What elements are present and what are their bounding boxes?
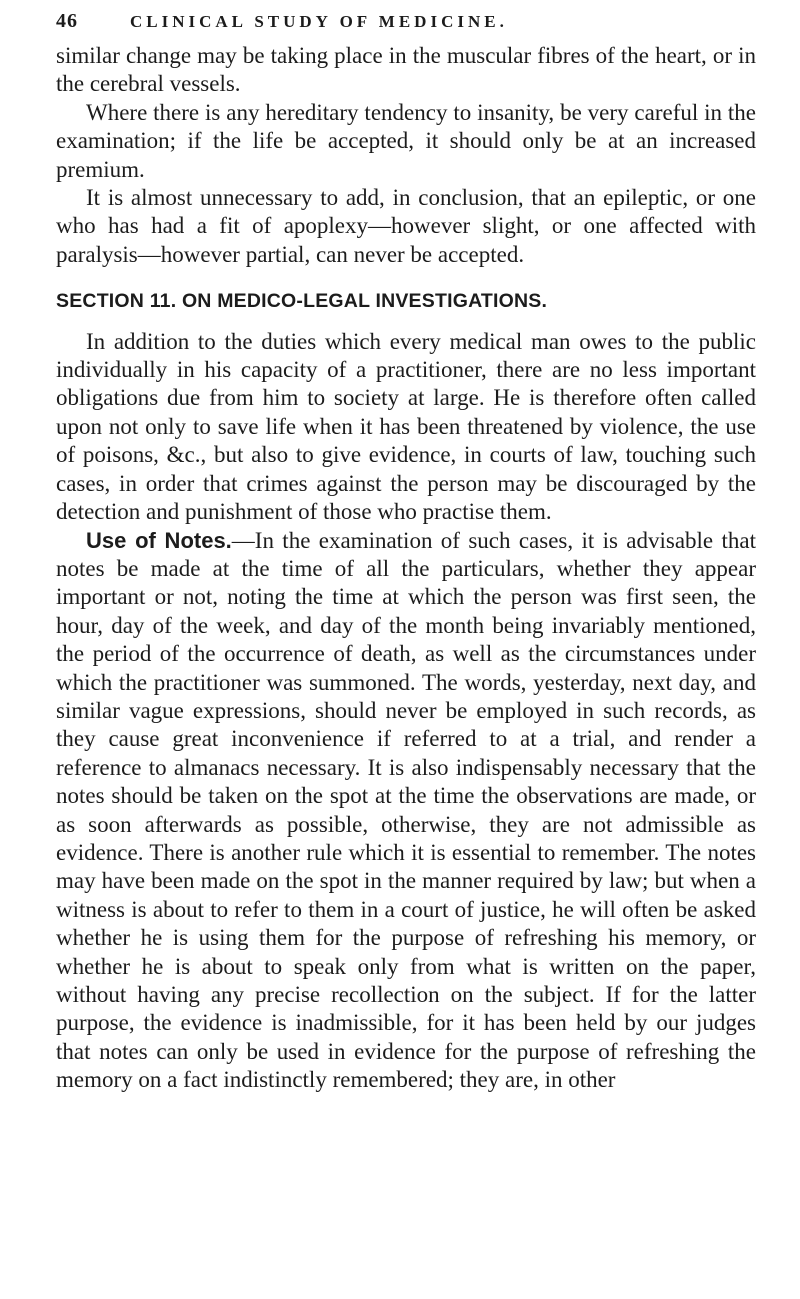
notes-body-text: —In the examination of such cases, it is advisable that notes be made at the time of all the particulars, whether they appear important or not, noting the time at which the person was first seen, the hour, day of the week, and day of the month being invariably mentioned, the period of the occurrence of death, as well as the circumstances under which the practitioner was summoned. The words, yesterday, next day, and similar vague expressions, should never be employed in such records, as they cause great inconvenience if referred to at a trial, and render a reference to almanacs necessary. It is also indispensably necessary that the notes should be taken on the spot at the time the observations are made, or as soon afterwards as possible, otherwise, they are not admissible as evidence. There is another rule which it is essential to remember. The notes may have been made on the spot in the manner required by law; but when a witness is about to refer to them in a court of justice, he will often be asked whether he is using them for the purpose of refreshing his memory, or whether he is about to speak only from what is written on the paper, without having any precise recollection on the subject. If for the latter purpose, the evidence is inadmissible, for it has been held by our judges that notes can only be used in evidence for the purpose of refreshing the memory on a fact indistinctly remembered; they are, in other xyxy=(56,527,756,1093)
paragraph-hereditary-insanity: Where there is any hereditary tendency to insanity, be very careful in the examination; if the life be accepted, it should only be at an increased premium. xyxy=(56,99,756,182)
running-head-title: CLINICAL STUDY OF MEDICINE. xyxy=(130,12,508,31)
running-head xyxy=(56,10,756,34)
paragraph-continued: similar change may be taking place in the muscular fibres of the heart, or in the cerebral vessels. xyxy=(56,43,756,97)
notes-side-heading: Use of Notes. xyxy=(86,527,232,553)
paragraph-use-of-notes xyxy=(56,527,756,1095)
paragraph-epileptic: It is almost unnecessary to add, in conclusion, that an epileptic, or one who has had a fit of apoplexy—however slight, or one affected with paralysis—however partial, can never be accepted. xyxy=(56,185,756,267)
section-heading: SECTION 11. ON MEDICO-LEGAL INVESTIGATIONS. xyxy=(56,290,548,313)
page-number: 46 xyxy=(56,10,78,32)
body-text xyxy=(56,42,756,1095)
paragraph-medical-duties: In addition to the duties which every medical man owes to the public individually in his capacity of a practitioner, there are no less important obligations due from him to society at large. He is therefore often called upon not only to save life when it has been threatened by violence, the use of poisons, &c., but also to give evidence, in courts of law, touching such cases, in order that crimes against the person may be discouraged by the detection and punishment of those who practise them. xyxy=(56,328,756,525)
